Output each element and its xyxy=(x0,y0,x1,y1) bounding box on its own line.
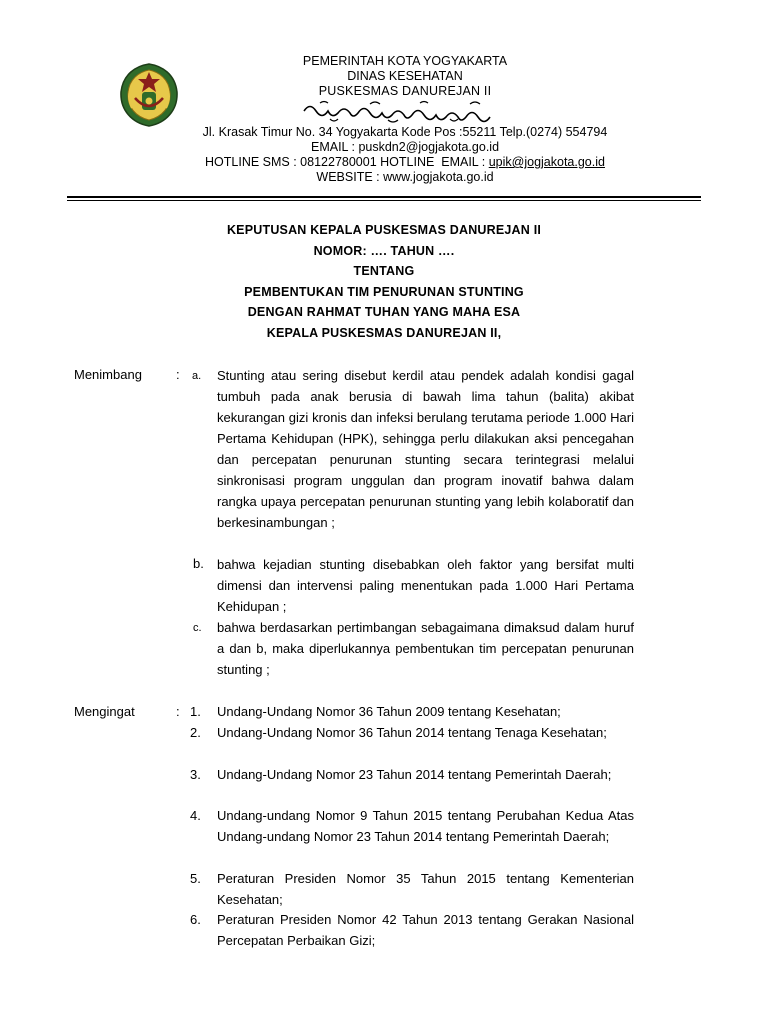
item-marker: c. xyxy=(193,622,202,634)
legal-basis-text: Undang-Undang Nomor 36 Tahun 2014 tentang Tenaga Kesehatan; xyxy=(217,725,607,740)
decree-about: TENTANG xyxy=(353,264,415,279)
letterhead-divider-thick xyxy=(67,196,701,198)
legal-basis-text: Peraturan Presiden Nomor 42 Tahun 2013 tentang Gerakan Nasional Percepatan Perbaikan Gizi; xyxy=(217,912,634,948)
consideration-text: Stunting atau sering disebut kerdil atau pendek adalah kondisi gagal tumbuh pada anak berusia di bawah lima tahun (balita) akibat kekurangan gizi kronis dan infeksi berulang terutama periode 1.000 Hari Pertama Kehidupan (HPK), sehingga perlu dilakukan aksi pencegahan dan percepatan penurunan stunting secara terintegrasi melalui sinkronisasi program unggulan dan program inovatif bahwa dalam rangka upaya percepatan penurunan stunting yang lebih kolaboratif dan berkesinambungan ; xyxy=(217,368,634,530)
item-marker: 5. xyxy=(190,871,201,886)
item-marker: a. xyxy=(192,370,202,382)
hotline-email-link[interactable]: upik@jogjakota.go.id xyxy=(488,155,605,169)
letterhead-address: Jl. Krasak Timur No. 34 Yogyakarta Kode Pos :55211 Telp.(0274) 554794 xyxy=(202,125,608,139)
item-marker: 4. xyxy=(190,808,201,823)
item-marker: b. xyxy=(193,556,204,571)
decree-invocation: DENGAN RAHMAT TUHAN YANG MAHA ESA xyxy=(247,305,521,320)
item-marker: 6. xyxy=(190,912,201,927)
letterhead-institution: PUSKESMAS DANUREJAN II xyxy=(318,84,492,98)
item-marker: 3. xyxy=(190,767,201,782)
letterhead-email: EMAIL : puskdn2@jogjakota.go.id xyxy=(310,140,500,154)
decree-titles xyxy=(100,220,668,344)
item-marker: 2. xyxy=(190,725,201,740)
letterhead-website: WEBSITE : www.jogjakota.go.id xyxy=(316,170,494,184)
decree-authority: KEPALA PUSKESMAS DANUREJAN II, xyxy=(266,325,502,340)
legal-basis-text: Undang-Undang Nomor 36 Tahun 2009 tentang Kesehatan; xyxy=(217,704,561,719)
legal-basis-text: Undang-undang Nomor 9 Tahun 2015 tentang Perubahan Kedua Atas Undang-undang Nomor 23 Tahun 2014 tentang Pemerintah Daerah; xyxy=(217,808,634,844)
letterhead-government: PEMERINTAH KOTA YOGYAKARTA xyxy=(302,54,508,68)
consideration-text: bahwa kejadian stunting disebabkan oleh faktor yang bersifat multi dimensi dan intervensi paling menentukan pada 1.000 Hari Pertama Kehidupan ; xyxy=(217,557,634,614)
letterhead xyxy=(180,54,630,185)
section-label-menimbang: Menimbang xyxy=(74,367,142,382)
section-colon: : xyxy=(176,367,180,382)
decree-title: KEPUTUSAN KEPALA PUSKESMAS DANUREJAN II xyxy=(226,223,542,237)
letterhead-hotline xyxy=(180,155,630,170)
letterhead-department: DINAS KESEHATAN xyxy=(347,69,463,83)
decree-number: NOMOR: …. TAHUN …. xyxy=(313,243,455,258)
javanese-script-icon xyxy=(300,99,510,125)
coat-of-arms-icon xyxy=(118,62,180,128)
consideration-text: bahwa berdasarkan pertimbangan sebagaimana dimaksud dalam huruf a dan b, maka diperlukannya pembentukan tim percepatan penurunan stunting ; xyxy=(217,620,634,677)
section-label-mengingat: Mengingat xyxy=(74,704,135,719)
legal-basis-text: Undang-Undang Nomor 23 Tahun 2014 tentang Pemerintah Daerah; xyxy=(217,767,612,782)
letterhead-divider-thin xyxy=(67,200,701,201)
decree-subject: PEMBENTUKAN TIM PENURUNAN STUNTING xyxy=(244,284,524,299)
section-colon: : xyxy=(176,704,180,719)
legal-basis-text: Peraturan Presiden Nomor 35 Tahun 2015 tentang Kementerian Kesehatan; xyxy=(217,871,634,907)
item-marker: 1. xyxy=(190,704,201,719)
hotline-text: HOTLINE SMS : 08122780001 HOTLINE EMAIL : xyxy=(205,155,489,169)
